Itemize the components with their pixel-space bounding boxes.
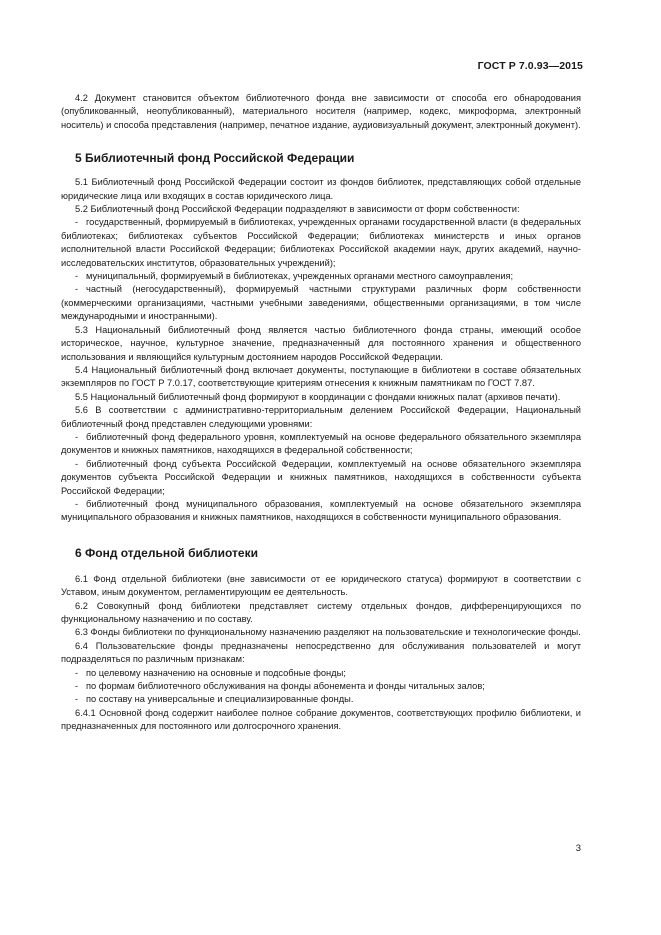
dash-marker: - [75,694,79,705]
list-item-text: по составу на универсальные и специализированные фонды. [86,694,354,705]
paragraph-6-4-1: 6.4.1 Основной фонд содержит наиболее полное собрание документов, соответствующих профилю библиотеки, и предназначенных для постоянного или долгосрочного хранения. [61,707,581,732]
list-item [61,667,581,680]
list-item-text: государственный, формируемый в библиотеках, учрежденных органами государственной власти (в федеральных библиотеках; библиотеках субъектов Российской Федерации; библиотеках министерств и иных органов исполнительной власти Российской Федерации; библиотеках Российской академии наук, других академий, научно-исследовательских институтов, образовательных учреждений); [61,217,581,268]
paragraph-5-1: 5.1 Библиотечный фонд Российской Федерации состоит из фондов библиотек, представляющих собой отдельные юридические лица или входящих в состав юридического лица. [61,177,581,201]
paragraph-5-5: 5.5 Национальный библиотечный фонд формируют в координации с фондами книжных палат (архивов печати). [75,391,561,402]
paragraph-6-4: 6.4 Пользовательские фонды предназначены непосредственно для обслуживания пользователей и могут подразделяться по различным признакам: [61,640,581,665]
page-number: 3 [575,843,581,854]
list-item-text: по формам библиотечного обслуживания на фонды абонемента и фонды читальных залов; [86,681,485,692]
dash-marker: - [75,667,79,678]
list-item-text: библиотечный фонд муниципального образования, комплектуемый на основе обязательного экземпляра муниципального образования и книжных памятников, находящихся в собственности муниципального образования. [61,498,581,523]
dash-marker: - [75,681,79,692]
paragraph-5-3: 5.3 Национальный библиотечный фонд является частью библиотечного фонда страны, имеющий особое историческое, научное, культурное значение, предназначенный для постоянного хранения и общественного использования и являющийся культурным достоянием народов Российской Федерации. [61,324,581,362]
list-item-text: частный (негосударственный), формируемый частными структурами различных форм собственности (коммерческими организациями, частными учебными заведениями, общественными организациями, в том числе международными и иностранными). [61,284,581,322]
list-item [61,498,581,525]
section-6-heading: 6 Фонд отдельной библиотеки [75,545,258,560]
paragraph-6-1: 6.1 Фонд отдельной библиотеки (вне зависимости от ее юридического статуса) формируют в соответствии с Уставом, иным документом, регламентирующим ее деятельность. [61,573,581,598]
list-item [61,693,581,706]
paragraph-5-4: 5.4 Национальный библиотечный фонд включает документы, поступающие в библиотеки в составе обязательных экземпляров по ГОСТ Р 7.0.17, соответствующие критериям отнесения к книжным памятникам по ГОСТ 7.87. [61,364,581,389]
dash-marker: - [75,458,79,469]
dash-marker: - [75,284,79,295]
list-item [61,680,581,693]
standard-number: ГОСТ Р 7.0.93—2015 [477,60,583,72]
list-item-text: муниципальный, формируемый в библиотеках, учрежденных органами местного самоуправления; [86,271,514,282]
list-item-text: по целевому назначению на основные и подсобные фонды; [86,667,346,678]
list-item [61,216,581,270]
section-5-heading: 5 Библиотечный фонд Российской Федерации [75,151,355,166]
list-item [61,458,581,498]
list-item [61,431,581,458]
paragraph-5-2: 5.2 Библиотечный фонд Российской Федерации подразделяют в зависимости от форм собственности: [75,204,520,215]
paragraph-6-3: 6.3 Фонды библиотеки по функциональному назначению разделяют на пользовательские и технологические фонды. [75,627,581,638]
dash-marker: - [75,431,79,442]
paragraph-5-6: 5.6 В соответствии с административно-территориальным делением Российской Федерации, Национальный библиотечный фонд представлен следующими уровнями: [61,405,581,429]
dash-marker: - [75,498,79,509]
paragraph-6-2: 6.2 Совокупный фонд библиотеки представляет систему отдельных фондов, дифференцирующихся по функциональному назначению и по составу. [61,600,581,624]
list-item [61,270,581,283]
document-body [61,92,581,734]
dash-marker: - [75,217,79,228]
list-item [61,283,581,323]
paragraph-4-2: 4.2 Документ становится объектом библиотечного фонда вне зависимости от способа его обнародования (опубликованный, неопубликованный), материального носителя (например, кодекс, микроформа, электронный носитель) и способа представления (например, печатное издание, аудиовизуальный документ, электронный документ). [61,93,581,130]
dash-marker: - [75,271,79,282]
list-item-text: библиотечный фонд субъекта Российской Федерации, комплектуемый на основе обязательного экземпляра документов субъекта Российской Федерации и книжных памятников, находящихся в собственности субъекта Российской Федерации; [61,458,581,496]
list-item-text: библиотечный фонд федерального уровня, комплектуемый на основе федерального обязательного экземпляра документов и книжных памятников, находящихся в федеральной собственности; [61,431,581,456]
